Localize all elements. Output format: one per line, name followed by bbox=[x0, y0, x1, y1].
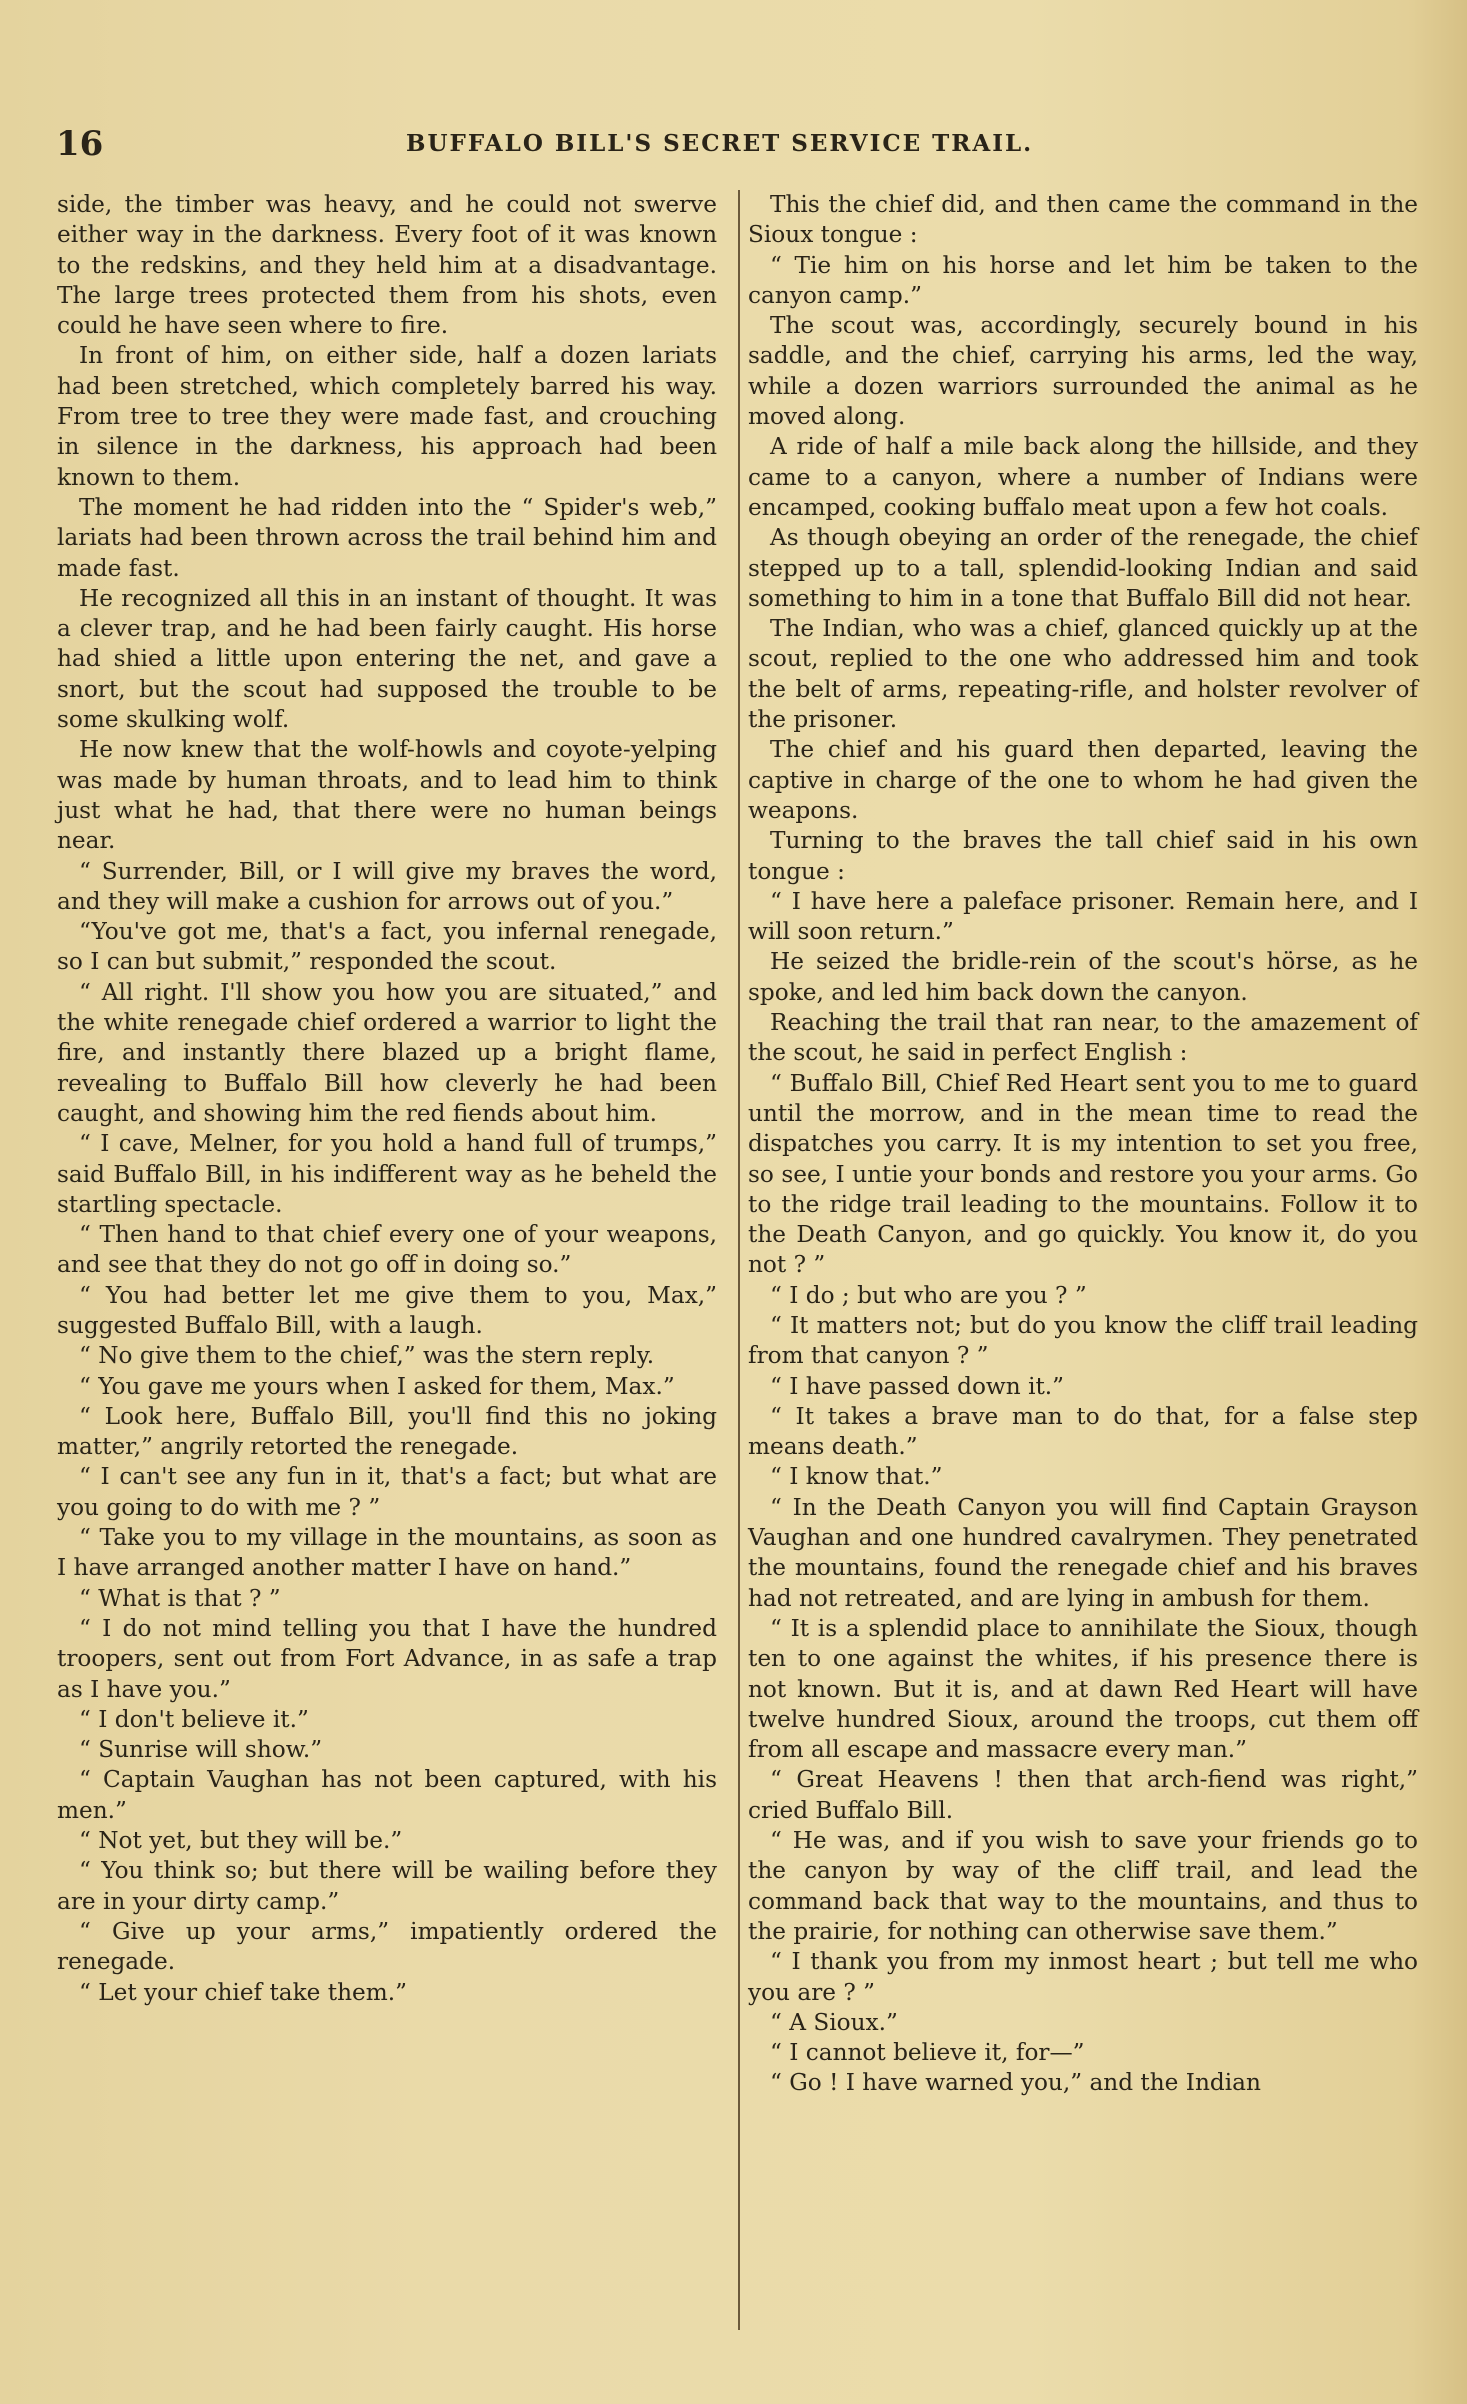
paragraph: The scout was, accordingly, securely bound in his saddle, and the chief, carrying his arms, led the way, while a dozen warriors surrounded the animal as he moved along. bbox=[748, 312, 1418, 431]
page-number: 16 bbox=[56, 124, 104, 164]
paragraph: “ All right. I'll show you how you are situated,” and the white renegade chief ordered a warrior to light the fire, and instantly there blazed up a bright flame, revealing to Buffalo Bill how cleverly he had been caught, and showing him the red fiends about him. bbox=[57, 978, 717, 1127]
paragraph: “ I know that.” bbox=[770, 1463, 943, 1491]
paragraph: “ You gave me yours when I asked for them, Max.” bbox=[79, 1372, 675, 1400]
paragraph: “ I don't believe it.” bbox=[79, 1705, 309, 1733]
paragraph: “ Tie him on his horse and let him be taken to the canyon camp.” bbox=[748, 251, 1418, 309]
paragraph: “ Surrender, Bill, or I will give my braves the word, and they will make a cushion for arrows out of you.” bbox=[57, 857, 717, 915]
paragraph: He now knew that the wolf-howls and coyote-yelping was made by human throats, and to lead him to think just what he had, that there were no human beings near. bbox=[57, 736, 717, 855]
paragraph: “ I thank you from my inmost heart ; but tell me who you are ? ” bbox=[748, 1948, 1418, 2006]
paragraph: “ I have here a paleface prisoner. Remain here, and I will soon return.” bbox=[748, 887, 1418, 946]
paragraph: “ What is that ? ” bbox=[79, 1584, 281, 1612]
column-divider bbox=[738, 190, 740, 2330]
paragraph: “ A Sioux.” bbox=[770, 2008, 898, 2036]
paragraph: “You've got me, that's a fact, you infernal renegade, so I can but submit,” responded the scout. bbox=[57, 918, 717, 976]
left-column bbox=[57, 190, 717, 2008]
paragraph: In front of him, on either side, half a dozen lariats had been stretched, which completely barred his way. From tree to tree they were made fast, and crouching in silence in the darkness, his approach had been known to them. bbox=[57, 342, 717, 491]
paragraph: A ride of half a mile back along the hillside, and they came to a canyon, where a number of Indians were encamped, cooking buffalo meat upon a few hot coals. bbox=[748, 433, 1418, 521]
paragraph: This the chief did, and then came the command in the Sioux tongue : bbox=[748, 191, 1418, 249]
paragraph: “ Look here, Buffalo Bill, you'll find this no joking matter,” angrily retorted the renegade. bbox=[57, 1402, 717, 1461]
paragraph: Reaching the trail that ran near, to the amazement of the scout, he said in perfect English : bbox=[748, 1009, 1418, 1067]
paragraph: side, the timber was heavy, and he could not swerve either way in the darkness. Every foot of it was known to the redskins, and they held him at a disadvantage. The large trees protected them from his shots, even could he have seen where to fire. bbox=[57, 191, 717, 340]
paragraph: The chief and his guard then departed, leaving the captive in charge of the one to whom he had given the weapons. bbox=[748, 736, 1418, 824]
paragraph: As though obeying an order of the renegade, the chief stepped up to a tall, splendid-looking Indian and said something to him in a tone that Buffalo Bill did not hear. bbox=[748, 524, 1418, 612]
paragraph: “ I do ; but who are you ? ” bbox=[770, 1281, 1087, 1309]
paragraph: “ Let your chief take them.” bbox=[79, 1978, 407, 2006]
paragraph: “ It takes a brave man to do that, for a false step means death.” bbox=[748, 1402, 1418, 1461]
paragraph: “ I can't see any fun in it, that's a fact; but what are you going to do with me ? ” bbox=[57, 1463, 717, 1521]
paragraph: He recognized all this in an instant of thought. It was a clever trap, and he had been fairly caught. His horse had shied a little upon entering the net, and gave a snort, but the scout had supposed the trouble to be some skulking wolf. bbox=[57, 584, 717, 734]
paragraph: “ You had better let me give them to you, Max,” suggested Buffalo Bill, with a laugh. bbox=[57, 1281, 717, 1339]
paragraph: “ It matters not; but do you know the cliff trail leading from that canyon ? ” bbox=[748, 1311, 1418, 1370]
paragraph: “ I have passed down it.” bbox=[770, 1372, 1065, 1400]
page-header bbox=[56, 124, 1396, 164]
paragraph: “ Great Heavens ! then that arch-fiend was right,” cried Buffalo Bill. bbox=[748, 1766, 1418, 1824]
paragraph: Turning to the braves the tall chief said in his own tongue : bbox=[748, 827, 1418, 885]
paragraph: “ I cannot believe it, for—” bbox=[770, 2039, 1085, 2067]
paragraph: The moment he had ridden into the “ Spider's web,” lariats had been thrown across the trail behind him and made fast. bbox=[57, 493, 717, 582]
paragraph: “ Take you to my village in the mountains, as soon as I have arranged another matter I have on hand.” bbox=[57, 1524, 717, 1582]
paragraph: “ Captain Vaughan has not been captured, with his men.” bbox=[57, 1766, 717, 1824]
paragraph: “ I cave, Melner, for you hold a hand full of trumps,” said Buffalo Bill, in his indifferent way as he beheld the startling spectacle. bbox=[57, 1130, 717, 1218]
paragraph: “ Give up your arms,” impatiently ordered the renegade. bbox=[57, 1917, 717, 1976]
paragraph: “ Go ! I have warned you,” and the Indian bbox=[770, 2069, 1261, 2097]
right-column bbox=[748, 190, 1418, 2099]
paragraph: “ It is a splendid place to annihilate the Sioux, though ten to one against the whites, if his presence there is not known. But it is, and at dawn Red Heart will have twelve hundred Sioux, around the troops, cut them off from all escape and massacre every man.” bbox=[748, 1614, 1418, 1764]
paragraph: “ Then hand to that chief every one of your weapons, and see that they do not go off in doing so.” bbox=[57, 1221, 717, 1279]
paragraph: “ You think so; but there will be wailing before they are in your dirty camp.” bbox=[57, 1857, 717, 1915]
paragraph: The Indian, who was a chief, glanced quickly up at the scout, replied to the one who addressed him and took the belt of arms, repeating-rifle, and holster revolver of the prisoner. bbox=[748, 615, 1418, 734]
paragraph: “ Sunrise will show.” bbox=[79, 1736, 323, 1764]
paragraph: “ In the Death Canyon you will find Captain Grayson Vaughan and one hundred cavalrymen. They penetrated the mountains, found the renegade chief and his braves had not retreated, and are lying in ambush for them. bbox=[748, 1493, 1418, 1612]
running-title: BUFFALO BILL'S SECRET SERVICE TRAIL. bbox=[406, 130, 1034, 157]
paragraph: “ He was, and if you wish to save your friends go to the canyon by way of the cliff trail, and lead the command back that way to the mountains, and thus to the prairie, for nothing can otherwise save them.” bbox=[748, 1827, 1418, 1945]
paragraph: “ Buffalo Bill, Chief Red Heart sent you to me to guard until the morrow, and in the mean time to read the dispatches you carry. It is my intention to set you free, so see, I untie your bonds and restore you your arms. Go to the ridge trail leading to the mountains. Follow it to the Death Canyon, and go quickly. You know it, do you not ? ” bbox=[748, 1069, 1418, 1279]
paragraph: He seized the bridle-rein of the scout's hörse, as he spoke, and led him back down the canyon. bbox=[748, 948, 1418, 1006]
paragraph: “ No give them to the chief,” was the stern reply. bbox=[79, 1342, 655, 1370]
paragraph: “ Not yet, but they will be.” bbox=[79, 1827, 403, 1855]
paragraph: “ I do not mind telling you that I have the hundred troopers, sent out from Fort Advance, in as safe a trap as I have you.” bbox=[57, 1614, 717, 1703]
